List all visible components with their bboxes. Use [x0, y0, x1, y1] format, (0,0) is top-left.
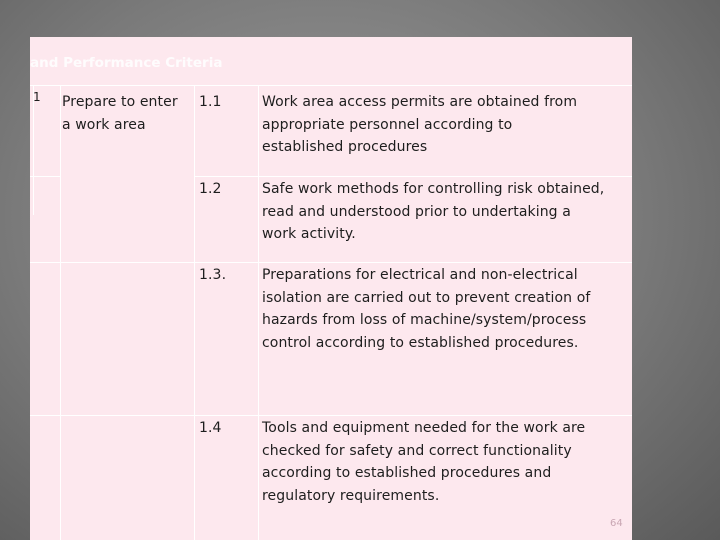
column-divider-number: [60, 85, 61, 540]
column-divider-criteria-number: [258, 85, 259, 540]
criteria-row-divider-1: [194, 176, 632, 177]
criteria-text: Safe work methods for controlling risk obtained, read and understood prior to undertaking a work activity.: [262, 181, 605, 242]
criteria-text: Tools and equipment needed for the work are checked for safety and correct functionality according to established procedures and regulatory requirements.: [262, 420, 586, 504]
criteria-row-divider-3: [30, 415, 632, 416]
criteria-row-divider-2: [30, 262, 632, 263]
ghost-title: and Performance Criteria: [30, 55, 223, 71]
column-divider-element: [194, 85, 195, 540]
criteria-text: Preparations for electrical and non-electrical isolation are carried out to prevent creation of hazards from loss of machine/system/process control according to established procedures.: [262, 267, 591, 351]
criteria-text: Work area access permits are obtained from appropriate personnel according to established procedures: [262, 94, 578, 155]
header-divider: [30, 85, 632, 86]
criteria-number: 1.2: [199, 181, 222, 197]
element-number: 1: [33, 90, 41, 104]
criteria-number: 1.1: [199, 94, 222, 110]
criteria-number: 1.3.: [199, 267, 227, 283]
page-number: 64: [610, 518, 623, 529]
element-row-divider: [30, 176, 60, 177]
element-name: Prepare to enter a work area: [62, 94, 178, 133]
criteria-number: 1.4: [199, 420, 222, 436]
